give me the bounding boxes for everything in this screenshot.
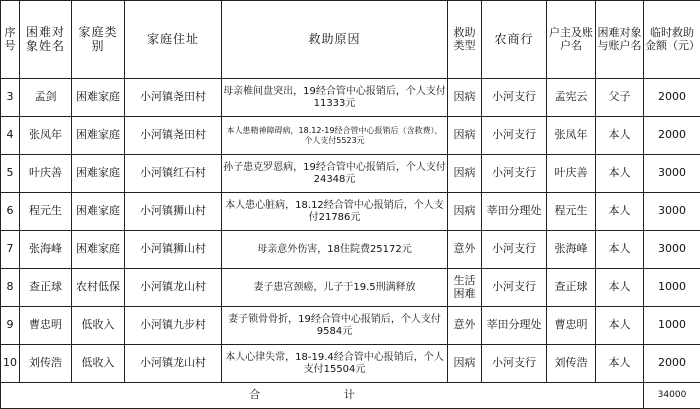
header-family-type: 家庭类别 (72, 1, 125, 79)
cell-bank: 小河支行 (482, 79, 547, 117)
cell-bank: 莘田分理处 (482, 193, 547, 231)
cell-reason: 妻子锁骨骨折，19经合管中心报销后，个人支付9584元 (222, 307, 448, 345)
cell-no: 9 (1, 307, 20, 345)
table-row (1, 345, 700, 383)
cell-family-type: 困难家庭 (72, 193, 125, 231)
cell-family-type: 困难家庭 (72, 79, 125, 117)
cell-reason: 本人患精神障碍病，18.12-19经合管中心报销后（含救费），个人支付5523元 (222, 117, 448, 155)
cell-reason: 妻子患宫颈癌，儿子于19.5刑满释放 (222, 269, 448, 307)
cell-reason: 母亲椎间盘突出，19经合管中心报销后，个人支付11333元 (222, 79, 448, 117)
cell-family-type: 困难家庭 (72, 155, 125, 193)
header-reason: 救助原因 (222, 1, 448, 79)
cell-account-holder: 孟宪云 (547, 79, 596, 117)
table-row (1, 231, 700, 269)
cell-account-holder: 查正球 (547, 269, 596, 307)
cell-relation: 父子 (596, 79, 644, 117)
cell-account-holder: 程元生 (547, 193, 596, 231)
cell-relation: 本人 (596, 269, 644, 307)
cell-name: 张凤年 (20, 117, 72, 155)
cell-relation: 本人 (596, 193, 644, 231)
header-address: 家庭住址 (125, 1, 222, 79)
cell-relation: 本人 (596, 345, 644, 383)
cell-amount: 3000 (644, 155, 700, 193)
cell-amount: 3000 (644, 193, 700, 231)
cell-relation: 本人 (596, 231, 644, 269)
table-row (1, 117, 700, 155)
header-bank: 农商行 (482, 1, 547, 79)
cell-reason: 孙子患克罗恩病，19经合管中心报销后，个人支付24348元 (222, 155, 448, 193)
cell-address: 小河镇狮山村 (125, 231, 222, 269)
cell-reason: 本人心律失常，18-19.4经合管中心报销后，个人支付15504元 (222, 345, 448, 383)
cell-bank: 小河支行 (482, 269, 547, 307)
cell-relation: 本人 (596, 155, 644, 193)
cell-name: 张海峰 (20, 231, 72, 269)
cell-family-type: 农村低保 (72, 269, 125, 307)
cell-address: 小河镇尧田村 (125, 79, 222, 117)
cell-reason: 本人患心脏病，18.12经合管中心报销后，个人支付21786元 (222, 193, 448, 231)
cell-bank: 小河支行 (482, 117, 547, 155)
cell-no: 7 (1, 231, 20, 269)
total-label: 合 计 (1, 383, 644, 409)
cell-aid-type: 因病 (448, 193, 482, 231)
header-no: 序号 (1, 1, 20, 79)
cell-name: 查正球 (20, 269, 72, 307)
cell-account-holder: 张海峰 (547, 231, 596, 269)
cell-address: 小河镇狮山村 (125, 193, 222, 231)
cell-aid-type: 意外 (448, 307, 482, 345)
cell-aid-type: 因病 (448, 79, 482, 117)
header-row (1, 1, 700, 79)
table-row (1, 307, 700, 345)
cell-no: 3 (1, 79, 20, 117)
cell-address: 小河镇龙山村 (125, 345, 222, 383)
cell-name: 孟剑 (20, 79, 72, 117)
table-row (1, 193, 700, 231)
cell-account-holder: 曹忠明 (547, 307, 596, 345)
header-name: 困难对象姓名 (20, 1, 72, 79)
header-relation: 困难对象与账户名 (596, 1, 644, 79)
cell-aid-type: 意外 (448, 231, 482, 269)
cell-no: 10 (1, 345, 20, 383)
cell-bank: 小河支行 (482, 155, 547, 193)
cell-aid-type: 生活困难 (448, 269, 482, 307)
cell-relation: 本人 (596, 307, 644, 345)
cell-aid-type: 因病 (448, 155, 482, 193)
cell-family-type: 低收入 (72, 345, 125, 383)
header-account-holder: 户主及账户名 (547, 1, 596, 79)
cell-name: 曹忠明 (20, 307, 72, 345)
cell-bank: 小河支行 (482, 231, 547, 269)
cell-family-type: 困难家庭 (72, 117, 125, 155)
cell-amount: 1000 (644, 269, 700, 307)
header-aid-type: 救助类型 (448, 1, 482, 79)
cell-address: 小河镇九步村 (125, 307, 222, 345)
header-amount: 临时救助金额（元） (644, 1, 700, 79)
total-row (1, 383, 700, 409)
cell-family-type: 困难家庭 (72, 231, 125, 269)
cell-account-holder: 刘传浩 (547, 345, 596, 383)
cell-amount: 2000 (644, 345, 700, 383)
cell-aid-type: 因病 (448, 345, 482, 383)
cell-no: 8 (1, 269, 20, 307)
cell-address: 小河镇龙山村 (125, 269, 222, 307)
cell-address: 小河镇红石村 (125, 155, 222, 193)
cell-amount: 3000 (644, 231, 700, 269)
cell-amount: 2000 (644, 117, 700, 155)
cell-relation: 本人 (596, 117, 644, 155)
cell-bank: 莘田分理处 (482, 307, 547, 345)
cell-address: 小河镇尧田村 (125, 117, 222, 155)
total-value: 34000 (644, 383, 700, 409)
cell-aid-type: 因病 (448, 117, 482, 155)
cell-family-type: 低收入 (72, 307, 125, 345)
cell-no: 5 (1, 155, 20, 193)
cell-name: 叶庆善 (20, 155, 72, 193)
cell-name: 程元生 (20, 193, 72, 231)
cell-no: 6 (1, 193, 20, 231)
cell-bank: 小河支行 (482, 345, 547, 383)
cell-no: 4 (1, 117, 20, 155)
cell-reason: 母亲意外伤害，18住院费25172元 (222, 231, 448, 269)
table-row (1, 155, 700, 193)
cell-amount: 2000 (644, 79, 700, 117)
table-row (1, 269, 700, 307)
cell-account-holder: 张凤年 (547, 117, 596, 155)
cell-name: 刘传浩 (20, 345, 72, 383)
cell-amount: 1000 (644, 307, 700, 345)
table-row (1, 79, 700, 117)
cell-account-holder: 叶庆善 (547, 155, 596, 193)
